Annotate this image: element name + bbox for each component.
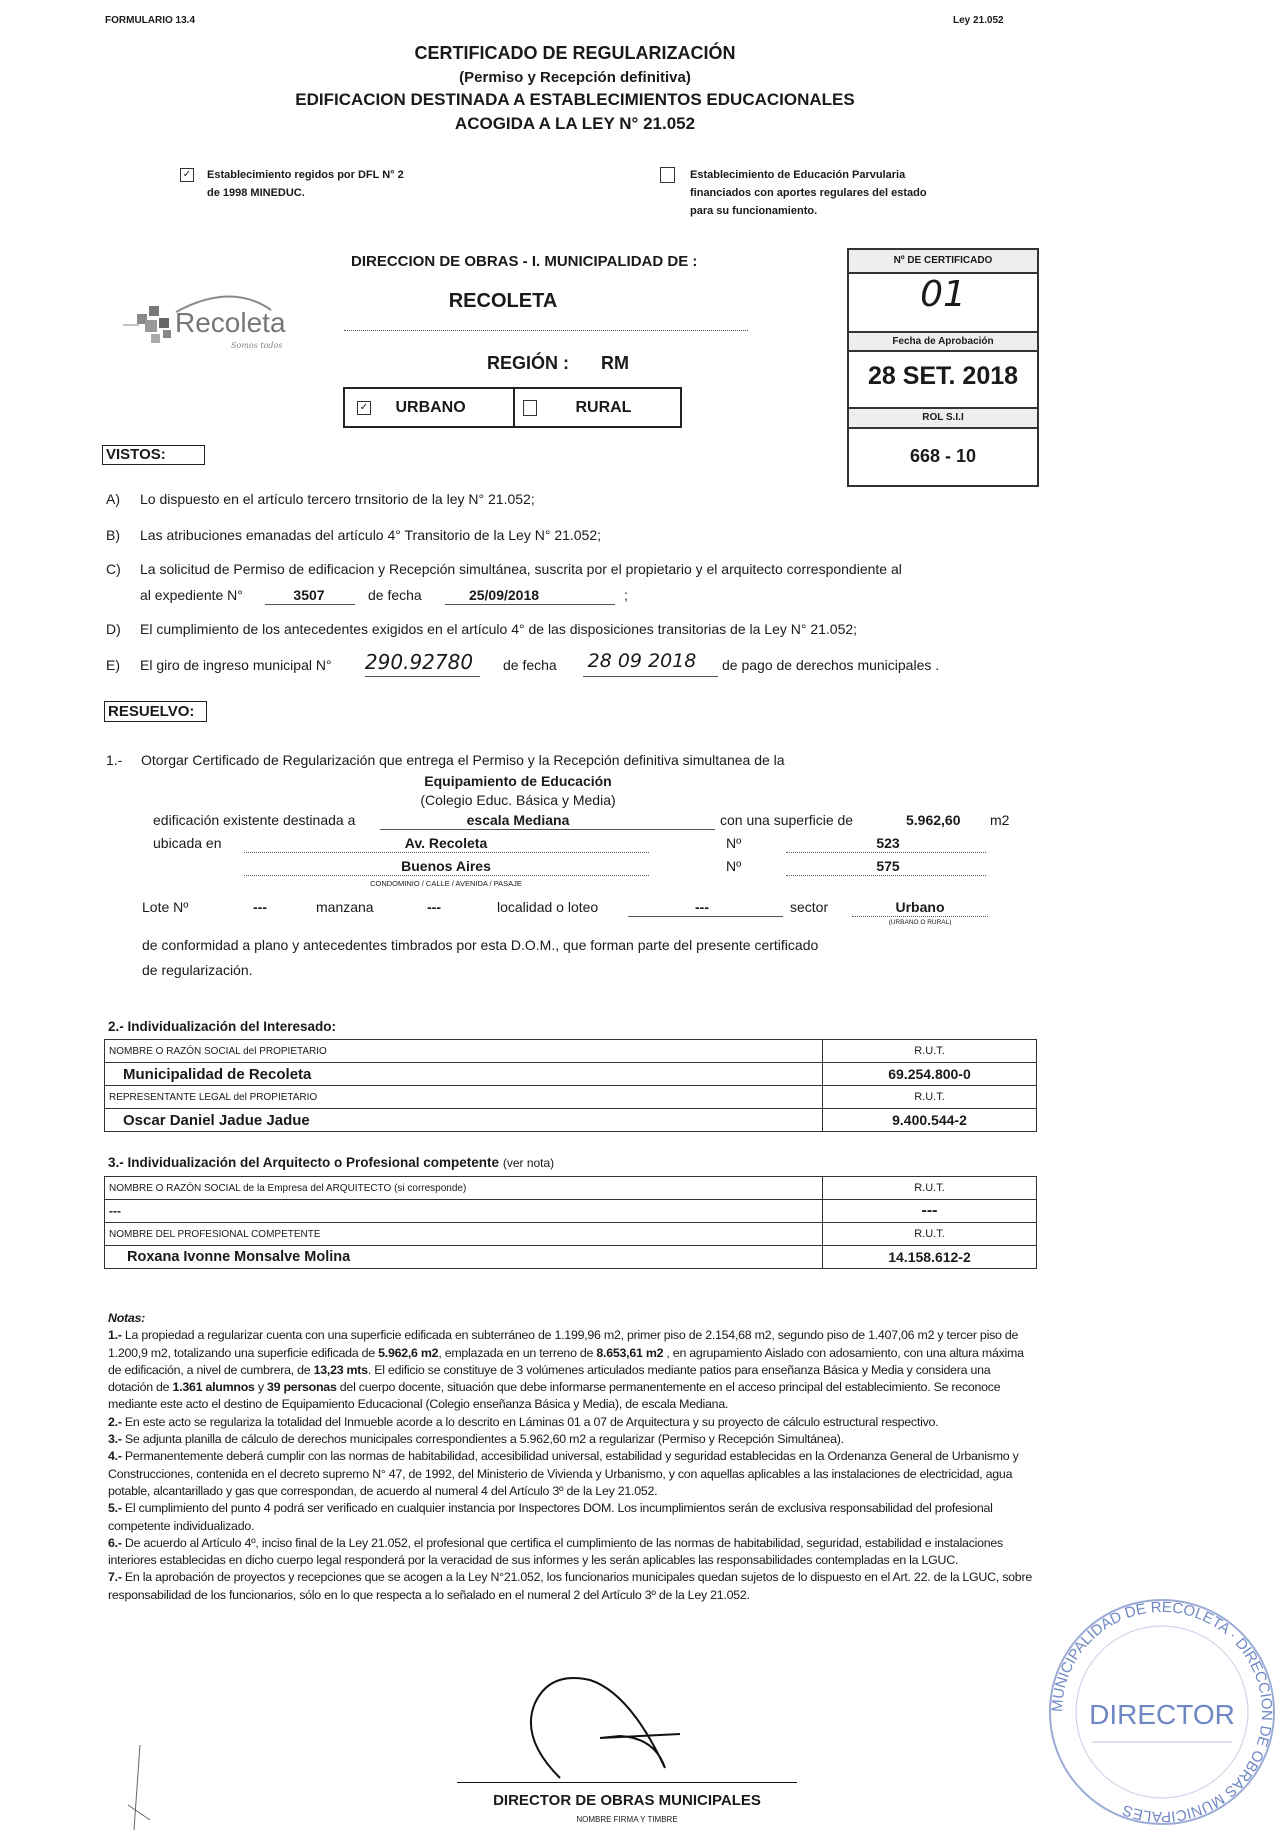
note-1 xyxy=(108,1327,1033,1413)
establishment-dfl-option[interactable] xyxy=(180,166,194,184)
document-title: CERTIFICADO DE REGULARIZACIÓN xyxy=(414,43,736,63)
approval-date-stamp: 28 SET. 2018 xyxy=(867,362,1019,390)
vistos-heading: VISTOS: xyxy=(102,445,205,465)
stamp-director-text: DIRECTOR xyxy=(1089,1699,1235,1730)
sector-caption: (URBANO O RURAL) xyxy=(888,919,952,926)
zone-selector xyxy=(343,387,682,428)
municipality-underline xyxy=(344,330,748,331)
note-4 xyxy=(108,1448,1033,1500)
field-underline xyxy=(628,916,783,917)
checkbox-checked[interactable]: ✓ xyxy=(180,168,194,182)
closing-line-1: de conformidad a plano y antecedentes timbrados por esta D.O.M., que forman parte del presente certificado xyxy=(142,937,819,953)
field-underline xyxy=(365,676,480,677)
signature-title: DIRECTOR DE OBRAS MUNICIPALES xyxy=(493,1792,761,1809)
zone-divider xyxy=(513,389,515,426)
visto-e-text: El giro de ingreso municipal N° xyxy=(140,657,332,673)
giro-date-handwritten: 28 09 2018 xyxy=(587,650,697,672)
note-text: Permanentemente deberá cumplir con las normas de habitabilidad, accesibilidad universal, estabilidad y seguridad establecidas en la Ordenanza General de Urbanismo y Construcciones, contenida en el decreto supremo N° 47, de 1992, del Ministerio de Vivienda y Urbanismo, y con aquellas aplicables a las instalaciones de electricidad, agua potable, alcantarillado y gas que correspondan, de acuerdo al numeral 4 del Artículo 3º de la Ley 21.052. xyxy=(108,1449,1019,1498)
label-line: Establecimiento de Educación Parvularia xyxy=(690,169,906,181)
field-underline xyxy=(380,829,715,830)
law-reference: Ley 21.052 xyxy=(953,15,1004,26)
visto-e-fecha-label: de fecha xyxy=(503,657,557,673)
rut-header: R.U.T. xyxy=(823,1040,1037,1063)
zone-label: URBANO xyxy=(395,399,466,416)
official-stamp xyxy=(1042,1592,1282,1832)
expediente-number: 3507 xyxy=(293,587,325,603)
label-line: financiados con aportes regulares del estado xyxy=(690,187,927,199)
note-text: En este acto se regulariza la totalidad del Inmueble acorde a lo descrito en Láminas 01 a 07 de Arquitectura y su proyecto de cálculo estructural respectivo. xyxy=(121,1414,939,1429)
logo-tagline: Somos todos xyxy=(231,341,283,350)
manzana-label: manzana xyxy=(316,899,374,915)
visto-b-letter: B) xyxy=(106,527,120,543)
professional-rut: 14.158.612-2 xyxy=(823,1246,1037,1269)
region-value: RM xyxy=(601,353,629,373)
note-text: , emplazada en un terreno de xyxy=(438,1345,597,1360)
visto-c-end: ; xyxy=(624,587,628,603)
resuelvo-intro: Otorgar Certificado de Regularización que entrega el Permiso y la Recepción definitiva simultanea de la xyxy=(141,752,785,768)
note-text: , en agrupamiento Aislado con adosamiento, con una altura máxima de edificación, a nivel de cumbrera, de xyxy=(108,1345,1024,1377)
label-line: de 1998 MINEDUC. xyxy=(207,187,305,199)
visto-c-text: La solicitud de Permiso de edificacion y Recepción simultánea, suscrita por el propietario y el arquitecto correspondiente al xyxy=(140,561,902,577)
giro-number-handwritten: 290.92780 xyxy=(364,650,474,674)
visto-d-text: El cumplimiento de los antecedentes exigidos en el artículo 4° de las disposiciones transitorias de la Ley N° 21.052; xyxy=(140,621,858,637)
lote-value: --- xyxy=(253,899,267,915)
rol-value: 668 - 10 xyxy=(909,446,977,466)
street-2-number-label: Nº xyxy=(726,858,742,874)
rol-label: ROL S.I.I xyxy=(849,407,1037,429)
street-caption: CONDOMINIO / CALLE / AVENIDA / PASAJE xyxy=(370,879,522,888)
note-7 xyxy=(108,1569,1033,1604)
notes-section xyxy=(108,1310,1033,1604)
field-underline xyxy=(786,875,986,876)
note-3 xyxy=(108,1431,1033,1448)
street-2-number: 575 xyxy=(876,858,900,874)
field-underline xyxy=(786,852,986,853)
note-bold: 13,23 mts xyxy=(313,1362,368,1377)
company-header: NOMBRE O RAZÓN SOCIAL de la Empresa del ARQUITECTO (si corresponde) xyxy=(105,1177,823,1200)
note-number: 5.- xyxy=(108,1501,122,1516)
section-2-title: 2.- Individualización del Interesado: xyxy=(108,1019,337,1034)
localidad-value: --- xyxy=(695,899,709,915)
region-label: REGIÓN : xyxy=(487,353,570,373)
street-1: Av. Recoleta xyxy=(404,835,488,851)
note-text: El cumplimiento del punto 4 podrá ser verificado en cualquier instancia por Inspectores DOM. Los incumplimientos serán de exclusiva responsabilidad del profesional competente individualizado. xyxy=(108,1501,993,1533)
document-title-line4: ACOGIDA A LA LEY N° 21.052 xyxy=(454,114,696,133)
visto-c-expediente-label: al expediente N° xyxy=(140,587,243,603)
logo-wordmark: Recoleta xyxy=(175,307,286,338)
checkbox-checked[interactable]: ✓ xyxy=(357,401,371,415)
localidad-label: localidad o loteo xyxy=(497,899,599,915)
notes-title: Notas: xyxy=(108,1311,146,1325)
note-text: y xyxy=(254,1380,268,1395)
note-text: del cuerpo docente, situación que debe informarse permanentemente en el acceso principal del establecimiento. Se reconoce mediante este acto el destino de Equipamiento Educacional (Colegio enseñanza Básica y Media), de escala Mediana. xyxy=(108,1380,1001,1412)
field-underline xyxy=(852,916,988,917)
professional-header: NOMBRE DEL PROFESIONAL COMPETENTE xyxy=(105,1223,823,1246)
field-underline xyxy=(265,604,355,605)
checkbox-unchecked[interactable] xyxy=(523,400,537,416)
field-underline xyxy=(244,875,649,876)
note-number: 3.- xyxy=(108,1432,122,1447)
professional-name: Roxana Ivonne Monsalve Molina xyxy=(105,1246,823,1269)
company-name: --- xyxy=(105,1200,823,1223)
certificate-number-label: Nº DE CERTIFICADO xyxy=(849,248,1037,274)
certificate-info-box xyxy=(847,248,1039,487)
municipality-name: RECOLETA xyxy=(448,290,558,312)
street-1-number-label: Nº xyxy=(726,835,742,851)
superficie-value: 5.962,60 xyxy=(906,812,961,828)
section-3-note: (ver nota) xyxy=(502,1156,555,1170)
logo-graphic xyxy=(121,290,311,350)
note-number: 7.- xyxy=(108,1570,122,1585)
owner-name-header: NOMBRE O RAZÓN SOCIAL del PROPIETARIO xyxy=(105,1040,823,1063)
certificate-number: 01 xyxy=(920,274,966,315)
company-rut: --- xyxy=(823,1200,1037,1223)
field-underline xyxy=(445,604,615,605)
note-text: . El edificio se constituye de 3 volúmenes articulados mediante patios para enseñanza Básica y Media y considera una dotación de xyxy=(108,1362,991,1395)
superficie-unit: m2 xyxy=(990,812,1010,828)
note-text: Se adjunta planilla de cálculo de derechos municipales correspondientes a 5.962,60 m2 a regularizar (Permiso y Recepción Simultánea). xyxy=(121,1432,844,1447)
visto-a-letter: A) xyxy=(106,491,120,507)
superficie-label: con una superficie de xyxy=(720,812,854,828)
architect-table xyxy=(104,1176,1037,1269)
checkbox-unchecked[interactable] xyxy=(660,167,675,183)
destino-value: Equipamiento de Educación xyxy=(424,773,612,789)
document-subtitle: (Permiso y Recepción definitiva) xyxy=(459,69,691,86)
visto-a-text: Lo dispuesto en el artículo tercero trnsitorio de la ley N° 21.052; xyxy=(140,491,535,507)
field-underline xyxy=(583,676,718,677)
note-number: 2.- xyxy=(108,1414,122,1429)
direccion-label: DIRECCION DE OBRAS - I. MUNICIPALIDAD DE : xyxy=(351,253,698,270)
zone-label: RURAL xyxy=(575,399,632,416)
visto-c-letter: C) xyxy=(106,561,121,577)
note-number: 4.- xyxy=(108,1449,122,1464)
visto-d-letter: D) xyxy=(106,621,121,637)
note-text: En la aprobación de proyectos y recepciones que se acogen a la Ley N°21.052, los funcionarios municipales quedan sujetos de lo dispuesto en el Art. 22. de la LGUC, sobre responsabilidad de los funcionarios, sólo en lo que respecta a lo señalado en el numeral 2 del Artículo 3º de la Ley 21.052. xyxy=(108,1570,1032,1602)
zone-option-urbano[interactable] xyxy=(357,399,466,417)
edif-label: edificación existente destinada a xyxy=(153,812,356,828)
resuelvo-heading: RESUELVO: xyxy=(104,701,207,722)
representative-header: REPRESENTANTE LEGAL del PROPIETARIO xyxy=(105,1086,823,1109)
approval-date-label: Fecha de Aprobación xyxy=(849,331,1037,352)
note-text: De acuerdo al Artículo 4º, inciso final de la Ley 21.052, el profesional que certifica el cumplimiento de las normas de habitabilidad, seguridad, estabilidad e instalaciones interiores establecidas en dicho cuerpo legal responderá por la veracidad de sus informes y les serán aplicables las responsabilidades contempladas en la LGUC. xyxy=(108,1535,1003,1568)
destino-subtitle: (Colegio Educ. Básica y Media) xyxy=(420,792,616,808)
sector-value: Urbano xyxy=(895,899,945,915)
visto-e-letter: E) xyxy=(106,657,120,673)
note-number: 6.- xyxy=(108,1535,122,1550)
signature-scribble-icon xyxy=(500,1668,700,1780)
note-text: La propiedad a regularizar cuenta con una superficie edificada en subterráneo de 1.199,96 m2, primer piso de 2.154,68 m2, segundo piso de 1.407,06 m2 y tercer piso de 1.200,9 m2, totalizando una superficie edificada de xyxy=(108,1328,1019,1360)
ubicada-label: ubicada en xyxy=(153,835,222,851)
stamp-seal-icon xyxy=(1042,1592,1282,1832)
rut-header: R.U.T. xyxy=(823,1086,1037,1109)
expediente-date: 25/09/2018 xyxy=(468,587,540,603)
street-1-number: 523 xyxy=(876,835,900,851)
note-2 xyxy=(108,1414,1033,1431)
note-bold: 5.962,6 m2 xyxy=(378,1345,439,1360)
establishment-dfl-label xyxy=(207,166,404,202)
note-bold: 1.361 alumnos xyxy=(172,1380,255,1395)
resuelvo-item-number: 1.- xyxy=(106,752,123,768)
edif-value: escala Mediana xyxy=(466,812,570,828)
note-6 xyxy=(108,1535,1033,1570)
document-title-line3: EDIFICACION DESTINADA A ESTABLECIMIENTOS EDUCACIONALES xyxy=(295,90,855,109)
visto-e-suffix: de pago de derechos municipales . xyxy=(722,657,940,673)
stamp-ring-text: MUNICIPALIDAD DE RECOLETA · DIRECCION DE OBRAS MUNICIPALES xyxy=(1048,1598,1276,1826)
visto-b-text: Las atribuciones emanadas del artículo 4° Transitorio de la Ley N° 21.052; xyxy=(140,527,602,543)
representative-rut: 9.400.544-2 xyxy=(823,1109,1037,1132)
section-3-title-row xyxy=(108,1155,554,1170)
note-bold: 39 personas xyxy=(267,1380,337,1395)
label-line: para su funcionamiento. xyxy=(690,205,818,217)
representative-name: Oscar Daniel Jadue Jadue xyxy=(105,1109,823,1132)
visto-c-fecha-label: de fecha xyxy=(368,587,422,603)
recoleta-logo xyxy=(121,290,311,350)
note-bold: 8.653,61 m2 xyxy=(596,1345,664,1360)
manzana-value: --- xyxy=(427,899,441,915)
sector-label: sector xyxy=(790,899,829,915)
section-3-title: 3.- Individualización del Arquitecto o Profesional competente xyxy=(108,1155,500,1170)
street-2: Buenos Aires xyxy=(401,858,491,874)
owner-rut: 69.254.800-0 xyxy=(823,1063,1037,1086)
note-number: 1.- xyxy=(108,1328,122,1343)
establishment-parvularia-label xyxy=(690,166,927,220)
owner-table xyxy=(104,1039,1037,1132)
owner-name: Municipalidad de Recoleta xyxy=(105,1063,823,1086)
field-underline xyxy=(244,852,649,853)
rut-header: R.U.T. xyxy=(823,1223,1037,1246)
label-line: Establecimiento regidos por DFL N° 2 xyxy=(207,169,404,181)
form-number: FORMULARIO 13.4 xyxy=(105,15,196,26)
note-5 xyxy=(108,1500,1033,1535)
zone-option-rural[interactable] xyxy=(523,399,631,417)
signature-line xyxy=(457,1782,797,1783)
rut-header: R.U.T. xyxy=(823,1177,1037,1200)
establishment-parvularia-option[interactable] xyxy=(660,166,675,184)
closing-line-2: de regularización. xyxy=(142,962,253,978)
signature-caption: NOMBRE FIRMA Y TIMBRE xyxy=(576,1815,678,1824)
initials-mark-icon xyxy=(120,1745,160,1835)
lote-label: Lote Nº xyxy=(142,899,189,915)
